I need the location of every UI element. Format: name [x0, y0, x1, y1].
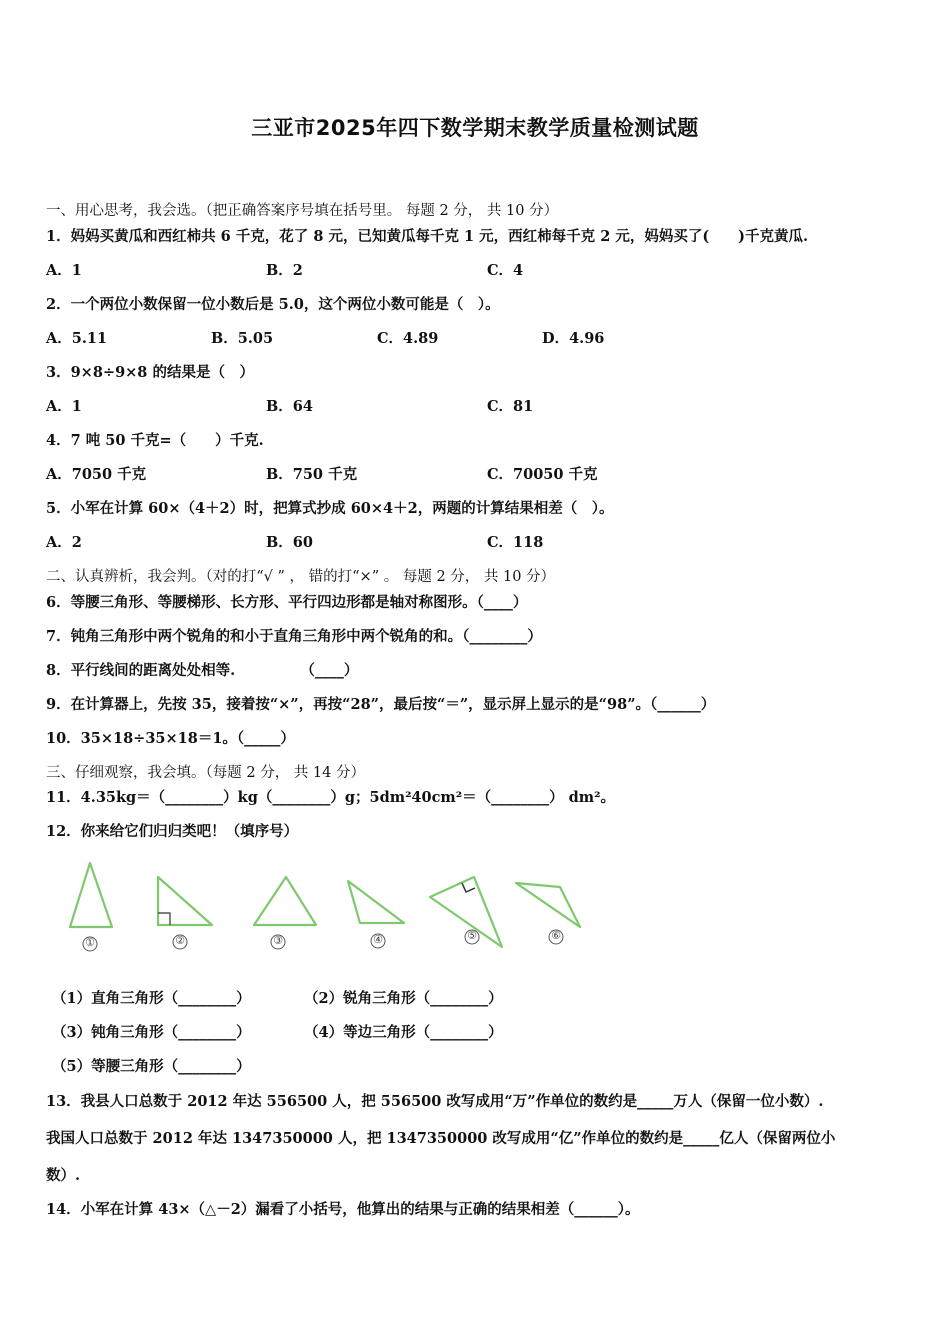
q12-fill-5: （5）等腰三角形（________）	[52, 1058, 251, 1075]
q1-option-c: C．4	[487, 262, 524, 279]
triangle-labels	[60, 855, 600, 955]
q5-option-a: A．2	[46, 534, 82, 551]
question-5: 5．小军在计算 60×（4＋2）时，把算式抄成 60×4＋2，两题的计算结果相差（ ）。	[46, 500, 614, 517]
q12-fill-3: （3）钝角三角形（________）	[52, 1024, 251, 1041]
q12-fill-4: （4）等边三角形（________）	[304, 1024, 503, 1041]
triangle-label-6: ⑥	[551, 929, 561, 942]
question-6: 6．等腰三角形、等腰梯形、长方形、平行四边形都是轴对称图形。（____）	[46, 594, 528, 611]
question-3: 3．9×8÷9×8 的结果是（ ）	[46, 364, 254, 381]
question-11: 11．4.35kg＝（________）kg（________）g；5dm²40cm²＝（________） dm²。	[46, 789, 616, 806]
q5-option-b: B．60	[266, 534, 313, 551]
question-7: 7．钝角三角形中两个锐角的和小于直角三角形中两个锐角的和。（________）	[46, 628, 542, 645]
section-2-heading: 二、认真辨析，我会判。（对的打“√ ” ， 错的打“×” 。 每题 2 分， 共 10 分）	[46, 569, 556, 585]
q2-option-b: B．5.05	[211, 330, 274, 347]
q2-option-c: C．4.89	[377, 330, 439, 347]
question-13-line-3: 数）.	[46, 1167, 81, 1184]
triangle-label-5: ⑤	[467, 929, 477, 942]
q2-option-d: D．4.96	[542, 330, 605, 347]
question-2: 2．一个两位小数保留一位小数后是 5.0，这个两位小数可能是（ ）。	[46, 296, 500, 313]
q4-option-a: A．7050 千克	[46, 466, 147, 483]
q12-fill-2: （2）锐角三角形（________）	[304, 990, 503, 1007]
question-10: 10．35×18÷35×18＝1。（_____）	[46, 730, 295, 747]
question-12: 12．你来给它们归归类吧！（填序号）	[46, 823, 299, 840]
question-13-line-2: 我国人口总数于 2012 年达 1347350000 人，把 1347350000 改写成用“亿”作单位的数约是_____亿人（保留两位小	[46, 1130, 836, 1147]
triangle-label-3: ③	[273, 934, 283, 947]
triangle-label-4: ④	[373, 933, 383, 946]
question-8: 8．平行线间的距离处处相等. （____）	[46, 662, 359, 679]
question-4: 4．7 吨 50 千克=（ ）千克.	[46, 432, 264, 449]
q3-option-c: C．81	[487, 398, 534, 415]
question-14: 14．小军在计算 43×（△－2）漏看了小括号，他算出的结果与正确的结果相差（______）。	[46, 1201, 640, 1218]
triangle-label-2: ②	[175, 934, 185, 947]
question-9: 9．在计算器上，先按 35，接着按“×”，再按“28”，最后按“＝”，显示屏上显示的是“98”。（______）	[46, 696, 716, 713]
q5-option-c: C．118	[487, 534, 544, 551]
section-3-heading: 三、仔细观察，我会填。（每题 2 分， 共 14 分）	[46, 765, 365, 781]
question-1: 1．妈妈买黄瓜和西红柿共 6 千克，花了 8 元，已知黄瓜每千克 1 元，西红柿每千克 2 元，妈妈买了( )千克黄瓜.	[46, 228, 809, 245]
q2-option-a: A．5.11	[46, 330, 108, 347]
q4-option-c: C．70050 千克	[487, 466, 598, 483]
q3-option-b: B．64	[266, 398, 313, 415]
q4-option-b: B．750 千克	[266, 466, 358, 483]
q3-option-a: A．1	[46, 398, 82, 415]
triangle-label-1: ①	[85, 936, 95, 949]
q1-option-a: A．1	[46, 262, 82, 279]
question-13-line-1: 13．我县人口总数于 2012 年达 556500 人，把 556500 改写成用“万”作单位的数约是_____万人（保留一位小数）.	[46, 1093, 824, 1110]
q1-option-b: B．2	[266, 262, 303, 279]
page-title: 三亚市2025年四下数学期末教学质量检测试题	[251, 116, 699, 140]
section-1-heading: 一、用心思考，我会选。（把正确答案序号填在括号里。 每题 2 分， 共 10 分）	[46, 203, 559, 219]
q12-fill-1: （1）直角三角形（________）	[52, 990, 251, 1007]
